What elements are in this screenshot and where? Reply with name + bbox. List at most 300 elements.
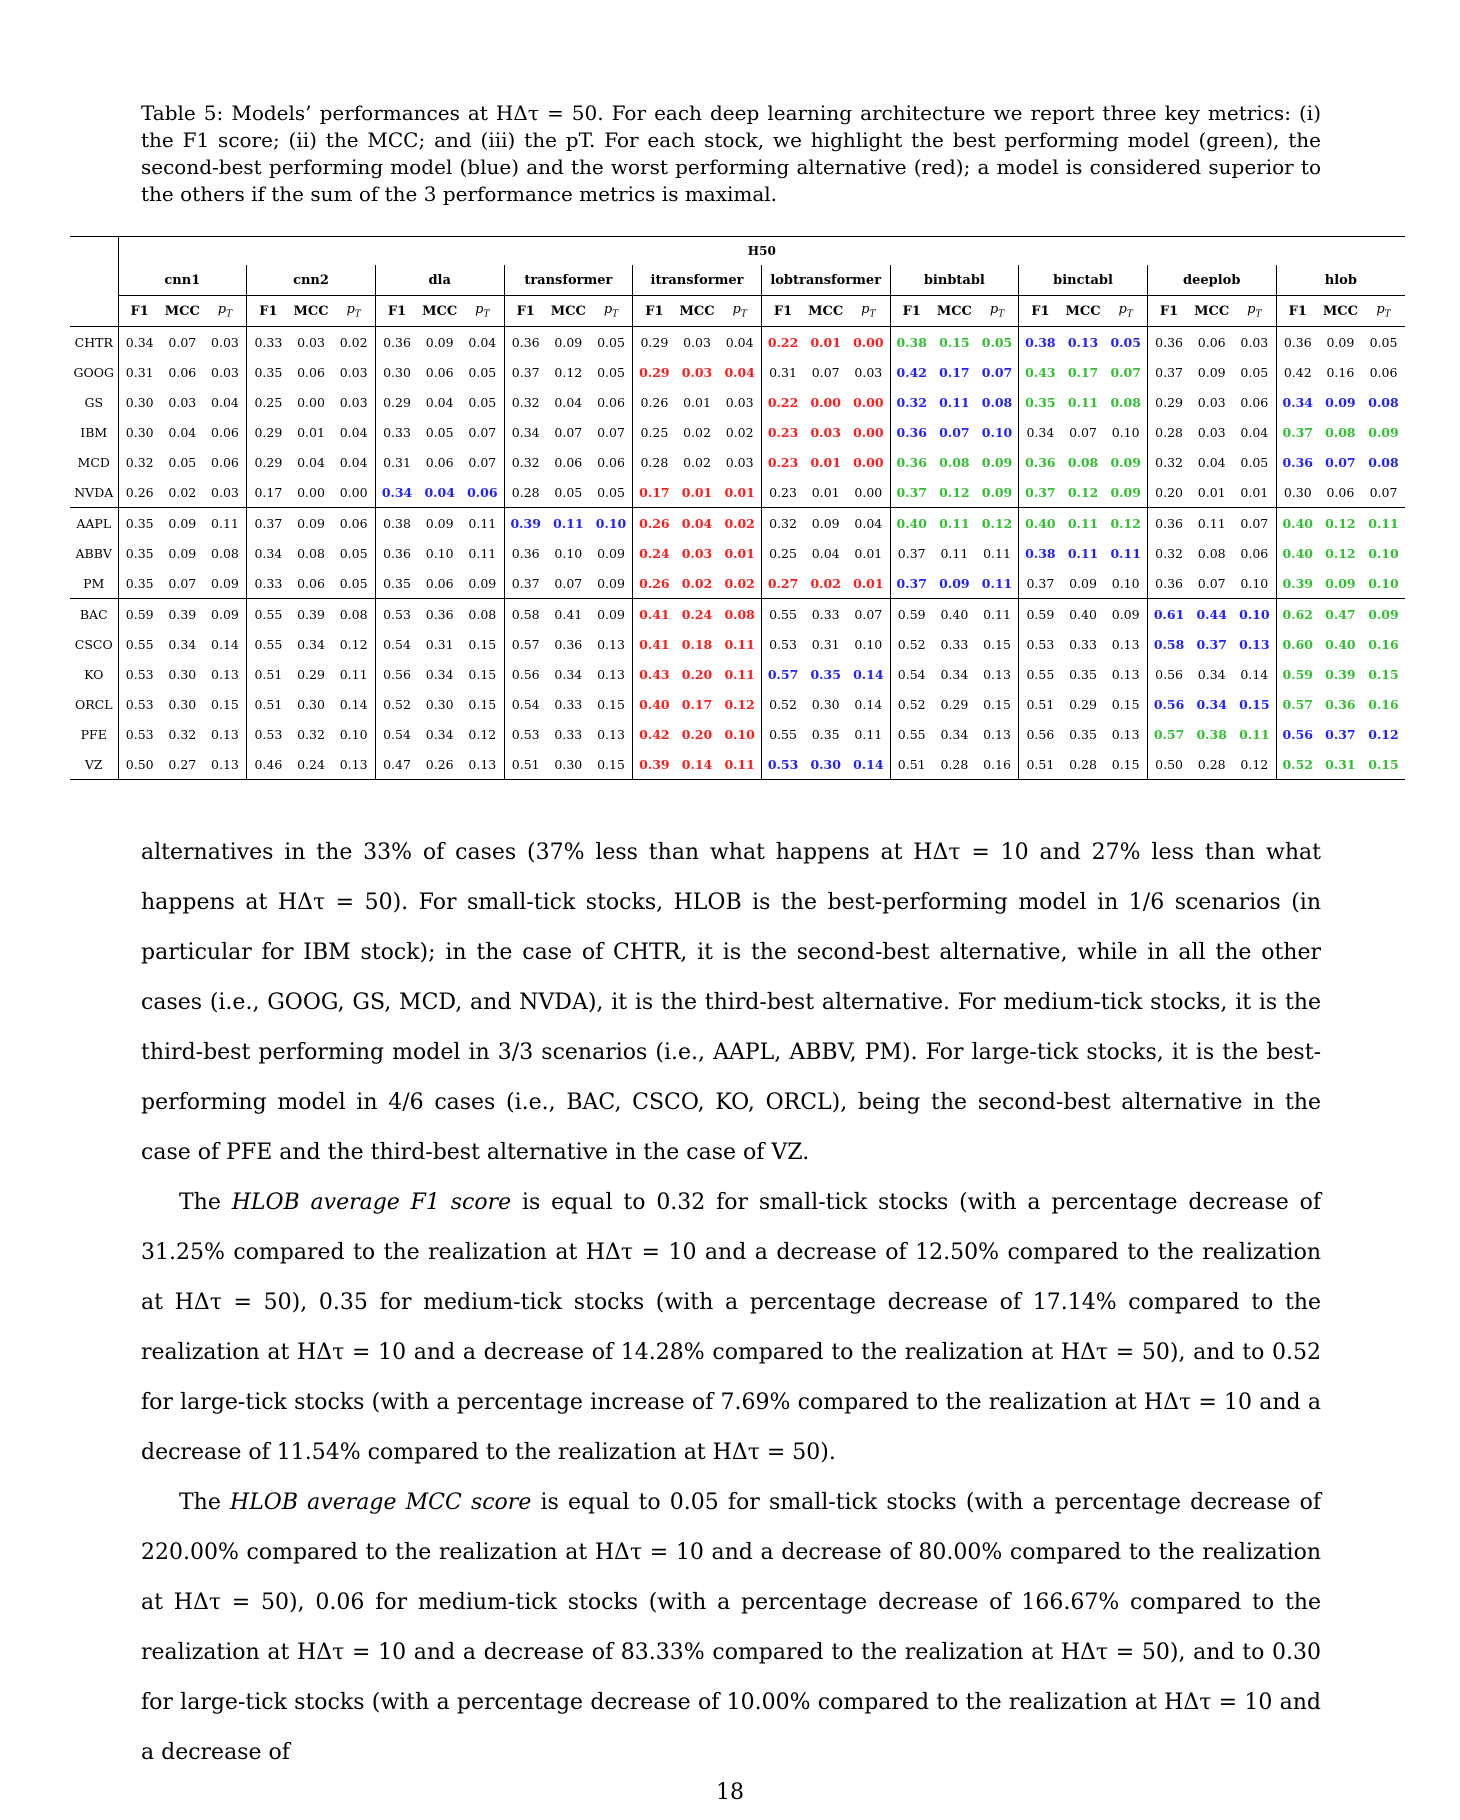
cell-lobtransformer-mcc: 0.03 <box>810 424 841 440</box>
cell-hlob-f1: 0.40 <box>1282 545 1313 561</box>
cell-dla-f1: 0.36 <box>383 545 411 561</box>
cell-hlob-f1: 0.57 <box>1282 696 1313 712</box>
cell-itransformer-mcc: 0.20 <box>681 726 713 742</box>
cell-binbtabl-mcc: 0.34 <box>940 726 969 742</box>
metric-header-mcc: MCC <box>1319 296 1362 327</box>
cell-deeplob-pt: 0.15 <box>1233 689 1276 719</box>
cell-cnn1-mcc: 0.07 <box>168 334 197 350</box>
cell-cnn2-f1: 0.34 <box>254 545 283 561</box>
cell-binbtabl-pt: 0.07 <box>976 357 1019 387</box>
stock-label: VZ <box>70 749 118 780</box>
cell-deeplob-mcc: 0.08 <box>1197 545 1226 561</box>
cell-binbtabl-f1: 0.51 <box>890 749 933 780</box>
cell-transformer-f1: 0.54 <box>511 696 540 712</box>
table-row <box>70 538 1405 568</box>
cell-dla-f1: 0.34 <box>381 484 413 500</box>
cell-hlob-mcc: 0.09 <box>1325 394 1356 410</box>
metric-header-mcc: MCC <box>676 296 719 327</box>
cell-itransformer-f1: 0.40 <box>639 696 670 712</box>
cell-cnn1-pt: 0.03 <box>204 477 247 508</box>
cell-binctabl-f1: 0.38 <box>1025 334 1056 350</box>
metric-header-mcc: MCC <box>933 296 976 327</box>
metric-header-pt: $p_T$ <box>332 296 375 327</box>
cell-binctabl-f1: 0.43 <box>1025 364 1056 380</box>
cell-cnn2-f1: 0.46 <box>247 749 290 780</box>
stock-label: PM <box>70 568 118 599</box>
cell-deeplob-pt: 0.14 <box>1233 659 1276 689</box>
cell-cnn2-f1: 0.17 <box>254 484 283 500</box>
metric-header-pt: $p_T$ <box>204 296 247 327</box>
cell-deeplob-pt: 0.04 <box>1233 417 1276 447</box>
cell-transformer-f1: 0.39 <box>504 508 547 539</box>
cell-cnn2-mcc: 0.01 <box>297 424 325 440</box>
cell-dla-f1: 0.31 <box>383 454 411 470</box>
stock-label: AAPL <box>70 508 118 539</box>
cell-cnn1-pt: 0.03 <box>204 327 247 358</box>
cell-lobtransformer-pt: 0.00 <box>847 327 890 358</box>
cell-deeplob-f1: 0.32 <box>1155 454 1183 470</box>
metric-header-f1: F1 <box>504 296 547 327</box>
cell-deeplob-mcc: 0.03 <box>1197 394 1226 410</box>
cell-itransformer-f1: 0.25 <box>640 424 669 440</box>
stock-label: ABBV <box>70 538 118 568</box>
cell-binctabl-f1: 0.38 <box>1025 545 1056 561</box>
table-row <box>70 629 1405 659</box>
cell-lobtransformer-mcc: 0.31 <box>811 636 840 652</box>
cell-binbtabl-mcc: 0.11 <box>939 394 970 410</box>
cell-cnn1-f1: 0.55 <box>125 636 154 652</box>
results-table-wrapper <box>70 236 1405 780</box>
cell-itransformer-f1: 0.24 <box>639 545 670 561</box>
cell-deeplob-mcc: 0.37 <box>1196 636 1227 652</box>
cell-transformer-pt: 0.10 <box>590 508 633 539</box>
cell-cnn1-f1: 0.50 <box>118 749 161 780</box>
cell-deeplob-f1: 0.28 <box>1155 424 1183 440</box>
cell-binctabl-f1: 0.35 <box>1025 394 1056 410</box>
cell-dla-mcc: 0.36 <box>418 599 461 630</box>
metric-header-f1: F1 <box>633 296 676 327</box>
cell-dla-f1: 0.33 <box>383 424 411 440</box>
cell-dla-mcc: 0.06 <box>425 575 454 591</box>
page-number: 18 <box>716 1780 744 1805</box>
cell-hlob-f1: 0.62 <box>1276 599 1319 630</box>
cell-cnn2-mcc: 0.08 <box>297 545 325 561</box>
cell-dla-pt: 0.06 <box>461 477 504 508</box>
cell-cnn2-f1: 0.33 <box>254 575 283 591</box>
cell-deeplob-pt: 0.10 <box>1233 568 1276 599</box>
cell-cnn2-f1: 0.35 <box>254 364 283 380</box>
cell-cnn2-pt: 0.03 <box>332 357 375 387</box>
cell-hlob-mcc: 0.09 <box>1326 334 1355 350</box>
cell-hlob-mcc: 0.12 <box>1319 508 1362 539</box>
cell-itransformer-f1: 0.28 <box>640 454 669 470</box>
cell-dla-pt: 0.11 <box>461 538 504 568</box>
cell-binctabl-f1: 0.34 <box>1026 424 1055 440</box>
cell-dla-mcc: 0.09 <box>418 508 461 539</box>
cell-binctabl-pt: 0.15 <box>1104 689 1147 719</box>
cell-binbtabl-mcc: 0.09 <box>939 575 970 591</box>
stock-label: GOOG <box>70 357 118 387</box>
cell-transformer-mcc: 0.41 <box>547 599 590 630</box>
cell-binctabl-mcc: 0.11 <box>1062 508 1105 539</box>
cell-itransformer-mcc: 0.24 <box>676 599 719 630</box>
cell-dla-pt: 0.12 <box>461 719 504 749</box>
cell-dla-mcc: 0.06 <box>425 454 454 470</box>
stock-label: CSCO <box>70 629 118 659</box>
cell-hlob-mcc: 0.36 <box>1325 696 1356 712</box>
cell-binbtabl-pt: 0.11 <box>976 538 1019 568</box>
cell-transformer-pt: 0.09 <box>590 568 633 599</box>
cell-itransformer-pt: 0.04 <box>718 357 761 387</box>
cell-lobtransformer-f1: 0.55 <box>761 599 804 630</box>
cell-binbtabl-pt: 0.16 <box>976 749 1019 780</box>
cell-dla-pt: 0.07 <box>461 417 504 447</box>
cell-hlob-pt: 0.06 <box>1369 364 1398 380</box>
cell-binbtabl-pt: 0.11 <box>976 568 1019 599</box>
table-row <box>70 719 1405 749</box>
cell-hlob-pt: 0.11 <box>1362 508 1405 539</box>
cell-lobtransformer-f1: 0.55 <box>769 726 797 742</box>
cell-binbtabl-f1: 0.36 <box>896 424 927 440</box>
cell-cnn1-f1: 0.31 <box>125 364 154 380</box>
cell-deeplob-mcc: 0.34 <box>1197 666 1226 682</box>
cell-hlob-pt: 0.09 <box>1368 424 1399 440</box>
cell-binbtabl-pt: 0.15 <box>976 689 1019 719</box>
cell-binbtabl-f1: 0.52 <box>897 696 926 712</box>
cell-dla-f1: 0.54 <box>383 726 411 742</box>
cell-cnn2-mcc: 0.39 <box>290 599 333 630</box>
metric-header-pt: $p_T$ <box>590 296 633 327</box>
cell-deeplob-pt: 0.06 <box>1233 538 1276 568</box>
cell-cnn2-pt: 0.05 <box>332 568 375 599</box>
cell-lobtransformer-f1: 0.53 <box>769 636 797 652</box>
cell-cnn2-pt: 0.04 <box>332 447 375 477</box>
cell-dla-f1: 0.38 <box>375 508 418 539</box>
cell-deeplob-mcc: 0.04 <box>1197 454 1226 470</box>
cell-binctabl-mcc: 0.12 <box>1067 484 1099 500</box>
cell-deeplob-pt: 0.06 <box>1233 387 1276 417</box>
cell-itransformer-f1: 0.26 <box>640 394 669 410</box>
metric-header-f1: F1 <box>1019 296 1062 327</box>
metric-header-mcc: MCC <box>804 296 847 327</box>
cell-binctabl-f1: 0.37 <box>1026 575 1055 591</box>
cell-deeplob-f1: 0.56 <box>1155 666 1183 682</box>
stock-label: NVDA <box>70 477 118 508</box>
cell-dla-pt: 0.11 <box>461 508 504 539</box>
cell-binctabl-pt: 0.10 <box>1104 568 1147 599</box>
cell-cnn2-mcc: 0.34 <box>297 636 325 652</box>
cell-deeplob-f1: 0.36 <box>1147 508 1190 539</box>
cell-dla-mcc: 0.34 <box>425 726 454 742</box>
cell-hlob-pt: 0.05 <box>1369 334 1398 350</box>
cell-itransformer-mcc: 0.03 <box>681 364 713 380</box>
model-header-dla: dla <box>375 265 504 296</box>
cell-cnn2-f1: 0.53 <box>254 726 283 742</box>
cell-itransformer-mcc: 0.03 <box>683 334 711 350</box>
cell-dla-f1: 0.56 <box>383 666 411 682</box>
cell-cnn2-f1: 0.29 <box>254 454 283 470</box>
cell-deeplob-f1: 0.56 <box>1153 696 1185 712</box>
cell-binctabl-mcc: 0.09 <box>1069 575 1097 591</box>
cell-transformer-pt: 0.13 <box>590 659 633 689</box>
cell-itransformer-pt: 0.01 <box>718 477 761 508</box>
cell-binbtabl-f1: 0.59 <box>890 599 933 630</box>
cell-hlob-mcc: 0.39 <box>1325 666 1356 682</box>
cell-lobtransformer-pt: 0.01 <box>847 538 890 568</box>
cell-binbtabl-f1: 0.36 <box>896 454 927 470</box>
metric-header-mcc: MCC <box>418 296 461 327</box>
cell-binbtabl-mcc: 0.11 <box>940 545 969 561</box>
cell-itransformer-f1: 0.26 <box>633 508 676 539</box>
cell-binctabl-f1: 0.55 <box>1026 666 1055 682</box>
cell-deeplob-pt: 0.13 <box>1233 629 1276 659</box>
cell-binbtabl-pt: 0.11 <box>976 599 1019 630</box>
cell-itransformer-f1: 0.29 <box>639 364 670 380</box>
cell-lobtransformer-f1: 0.32 <box>761 508 804 539</box>
cell-deeplob-f1: 0.20 <box>1155 484 1183 500</box>
cell-transformer-mcc: 0.07 <box>554 424 583 440</box>
cell-transformer-mcc: 0.33 <box>554 726 583 742</box>
cell-lobtransformer-mcc: 0.07 <box>811 364 840 380</box>
cell-binctabl-pt: 0.09 <box>1104 447 1147 477</box>
cell-cnn2-f1: 0.51 <box>254 666 283 682</box>
metric-header-f1: F1 <box>1276 296 1319 327</box>
cell-transformer-mcc: 0.33 <box>554 696 583 712</box>
cell-dla-mcc: 0.26 <box>418 749 461 780</box>
cell-binbtabl-f1: 0.52 <box>897 636 926 652</box>
cell-cnn1-mcc: 0.30 <box>168 666 197 682</box>
cell-transformer-mcc: 0.10 <box>554 545 583 561</box>
cell-cnn2-f1: 0.55 <box>247 599 290 630</box>
cell-lobtransformer-pt: 0.00 <box>847 417 890 447</box>
cell-hlob-f1: 0.37 <box>1282 424 1313 440</box>
cell-itransformer-f1: 0.39 <box>633 749 676 780</box>
cell-binctabl-pt: 0.10 <box>1104 417 1147 447</box>
table-caption: Table 5: Models’ performances at HΔτ = 50. For each deep learning architecture we report three key metrics: (i) the F1 score; (ii) the MCC; and (iii) the pT. For each stock, we highlight the best performing model (green), the second-best performing model (blue) and the worst performing alternative (red); a model is considered superior to the others if the sum of the 3 performance metrics is maximal. <box>141 101 1321 206</box>
cell-deeplob-mcc: 0.01 <box>1197 484 1226 500</box>
cell-hlob-pt: 0.08 <box>1368 394 1399 410</box>
cell-deeplob-mcc: 0.11 <box>1190 508 1233 539</box>
cell-binctabl-pt: 0.12 <box>1104 508 1147 539</box>
paragraph-1: alternatives in the 33% of cases (37% less than what happens at HΔτ = 10 and 27% less than what happens at HΔτ = 50). For small-tick stocks, HLOB is the best-performing model in 1/6 scenarios (in particular for IBM stock); in the case of CHTR, it is the second-best alternative, while in all the other cases (i.e., GOOG, GS, MCD, and NVDA), it is the third-best alternative. For medium-tick stocks, it is the third-best performing model in 3/3 scenarios (i.e., AAPL, ABBV, PM). For large-tick stocks, it is the best-performing model in 4/6 cases (i.e., BAC, CSCO, KO, ORCL), being the second-best alternative in the case of PFE and the third-best alternative in the case of VZ. <box>141 840 1321 1165</box>
cell-lobtransformer-mcc: 0.00 <box>810 394 841 410</box>
cell-cnn2-pt: 0.13 <box>332 749 375 780</box>
cell-dla-pt: 0.07 <box>461 447 504 477</box>
cell-transformer-mcc: 0.34 <box>554 666 583 682</box>
cell-cnn1-mcc: 0.34 <box>168 636 197 652</box>
cell-hlob-mcc: 0.16 <box>1326 364 1355 380</box>
cell-transformer-f1: 0.53 <box>511 726 540 742</box>
metric-header-mcc: MCC <box>290 296 333 327</box>
cell-hlob-f1: 0.36 <box>1283 334 1312 350</box>
cell-lobtransformer-pt: 0.00 <box>847 387 890 417</box>
cell-deeplob-f1: 0.36 <box>1155 575 1183 591</box>
cell-cnn1-mcc: 0.07 <box>168 575 197 591</box>
cell-deeplob-pt: 0.05 <box>1233 447 1276 477</box>
table-row <box>70 689 1405 719</box>
cell-lobtransformer-f1: 0.23 <box>769 484 797 500</box>
cell-cnn2-mcc: 0.09 <box>290 508 333 539</box>
body-text <box>141 828 1321 1778</box>
cell-itransformer-f1: 0.41 <box>639 636 670 652</box>
cell-deeplob-pt: 0.10 <box>1233 599 1276 630</box>
metric-header-f1: F1 <box>247 296 290 327</box>
cell-lobtransformer-mcc: 0.35 <box>811 726 840 742</box>
stock-label: IBM <box>70 417 118 447</box>
model-header-cnn2: cnn2 <box>247 265 376 296</box>
cell-dla-f1: 0.54 <box>383 636 411 652</box>
cell-binctabl-mcc: 0.07 <box>1069 424 1097 440</box>
cell-cnn1-f1: 0.53 <box>125 726 154 742</box>
cell-binctabl-mcc: 0.17 <box>1067 364 1099 380</box>
cell-deeplob-f1: 0.36 <box>1155 334 1183 350</box>
cell-cnn1-mcc: 0.06 <box>168 364 197 380</box>
cell-lobtransformer-pt: 0.07 <box>847 599 890 630</box>
cell-dla-f1: 0.35 <box>383 575 411 591</box>
cell-cnn1-pt: 0.09 <box>204 568 247 599</box>
cell-itransformer-pt: 0.11 <box>718 749 761 780</box>
cell-binbtabl-mcc: 0.40 <box>933 599 976 630</box>
cell-binbtabl-mcc: 0.12 <box>939 484 970 500</box>
cell-cnn1-pt: 0.13 <box>204 749 247 780</box>
cell-binbtabl-mcc: 0.15 <box>939 334 970 350</box>
cell-binbtabl-pt: 0.10 <box>976 417 1019 447</box>
cell-lobtransformer-pt: 0.14 <box>847 689 890 719</box>
cell-binctabl-f1: 0.36 <box>1025 454 1056 470</box>
cell-binbtabl-mcc: 0.28 <box>933 749 976 780</box>
cell-lobtransformer-pt: 0.14 <box>847 659 890 689</box>
cell-hlob-mcc: 0.47 <box>1319 599 1362 630</box>
cell-deeplob-f1: 0.57 <box>1153 726 1185 742</box>
cell-hlob-f1: 0.42 <box>1283 364 1312 380</box>
cell-binbtabl-pt: 0.12 <box>976 508 1019 539</box>
cell-cnn2-f1: 0.33 <box>254 334 283 350</box>
cell-transformer-mcc: 0.12 <box>554 364 583 380</box>
stock-label: CHTR <box>70 327 118 358</box>
cell-binctabl-f1: 0.51 <box>1019 749 1062 780</box>
cell-deeplob-f1: 0.50 <box>1147 749 1190 780</box>
cell-cnn2-mcc: 0.00 <box>297 484 325 500</box>
cell-cnn1-mcc: 0.27 <box>161 749 204 780</box>
cell-deeplob-mcc: 0.28 <box>1190 749 1233 780</box>
cell-cnn1-f1: 0.35 <box>125 575 154 591</box>
cell-binctabl-pt: 0.07 <box>1104 357 1147 387</box>
cell-lobtransformer-pt: 0.14 <box>847 749 890 780</box>
cell-hlob-pt: 0.15 <box>1362 749 1405 780</box>
results-table <box>70 236 1405 780</box>
table-row <box>70 417 1405 447</box>
cell-itransformer-f1: 0.42 <box>639 726 670 742</box>
cell-binbtabl-mcc: 0.07 <box>939 424 970 440</box>
cell-cnn2-f1: 0.37 <box>247 508 290 539</box>
cell-binbtabl-pt: 0.09 <box>976 447 1019 477</box>
cell-lobtransformer-pt: 0.04 <box>847 508 890 539</box>
cell-transformer-mcc: 0.09 <box>554 334 583 350</box>
cell-lobtransformer-mcc: 0.04 <box>811 545 840 561</box>
stock-label: GS <box>70 387 118 417</box>
cell-hlob-f1: 0.60 <box>1282 636 1313 652</box>
cell-itransformer-pt: 0.02 <box>718 568 761 599</box>
cell-dla-pt: 0.15 <box>461 629 504 659</box>
cell-itransformer-mcc: 0.03 <box>681 545 713 561</box>
cell-deeplob-pt: 0.01 <box>1233 477 1276 508</box>
cell-transformer-pt: 0.15 <box>590 749 633 780</box>
cell-itransformer-mcc: 0.02 <box>683 424 711 440</box>
metric-header-f1: F1 <box>118 296 161 327</box>
cell-lobtransformer-f1: 0.22 <box>767 394 799 410</box>
stock-label: PFE <box>70 719 118 749</box>
cell-lobtransformer-mcc: 0.02 <box>810 575 841 591</box>
cell-cnn1-f1: 0.32 <box>125 454 154 470</box>
cell-binctabl-pt: 0.13 <box>1104 719 1147 749</box>
cell-binctabl-mcc: 0.11 <box>1067 394 1099 410</box>
cell-cnn2-mcc: 0.03 <box>297 334 325 350</box>
cell-dla-pt: 0.15 <box>461 659 504 689</box>
cell-transformer-f1: 0.37 <box>511 364 540 380</box>
cell-lobtransformer-mcc: 0.30 <box>811 696 840 712</box>
cell-cnn2-pt: 0.10 <box>332 719 375 749</box>
cell-transformer-f1: 0.34 <box>511 424 540 440</box>
cell-dla-pt: 0.13 <box>461 749 504 780</box>
cell-lobtransformer-f1: 0.23 <box>767 424 799 440</box>
cell-dla-mcc: 0.30 <box>425 696 454 712</box>
cell-binctabl-f1: 0.59 <box>1019 599 1062 630</box>
table-row <box>70 357 1405 387</box>
cell-binbtabl-f1: 0.42 <box>896 364 927 380</box>
metric-header-pt: $p_T$ <box>718 296 761 327</box>
cell-deeplob-mcc: 0.34 <box>1196 696 1227 712</box>
cell-cnn1-mcc: 0.04 <box>168 424 197 440</box>
cell-cnn1-mcc: 0.02 <box>168 484 197 500</box>
cell-itransformer-mcc: 0.17 <box>681 696 713 712</box>
cell-transformer-pt: 0.07 <box>590 417 633 447</box>
cell-cnn1-mcc: 0.03 <box>168 394 197 410</box>
cell-binbtabl-mcc: 0.17 <box>939 364 970 380</box>
cell-cnn1-mcc: 0.39 <box>161 599 204 630</box>
cell-binbtabl-mcc: 0.11 <box>933 508 976 539</box>
cell-itransformer-pt: 0.11 <box>718 629 761 659</box>
cell-binctabl-mcc: 0.13 <box>1067 334 1099 350</box>
cell-binbtabl-mcc: 0.08 <box>939 454 970 470</box>
metric-header-f1: F1 <box>375 296 418 327</box>
cell-itransformer-pt: 0.08 <box>718 599 761 630</box>
cell-transformer-f1: 0.57 <box>511 636 540 652</box>
cell-binctabl-f1: 0.56 <box>1026 726 1055 742</box>
cell-hlob-f1: 0.30 <box>1283 484 1312 500</box>
cell-hlob-mcc: 0.37 <box>1325 726 1356 742</box>
stock-label: KO <box>70 659 118 689</box>
cell-binctabl-mcc: 0.35 <box>1069 726 1097 742</box>
cell-hlob-mcc: 0.06 <box>1326 484 1355 500</box>
cell-itransformer-f1: 0.29 <box>640 334 669 350</box>
metric-header-f1: F1 <box>761 296 804 327</box>
cell-cnn1-f1: 0.34 <box>125 334 154 350</box>
cell-binctabl-pt: 0.05 <box>1104 327 1147 358</box>
cell-binctabl-pt: 0.09 <box>1104 477 1147 508</box>
cell-binctabl-mcc: 0.08 <box>1067 454 1099 470</box>
model-header-deeplob: deeplob <box>1147 265 1276 296</box>
cell-cnn1-f1: 0.26 <box>125 484 154 500</box>
cell-hlob-mcc: 0.07 <box>1325 454 1356 470</box>
cell-transformer-mcc: 0.06 <box>554 454 583 470</box>
cell-cnn2-f1: 0.51 <box>254 696 283 712</box>
cell-lobtransformer-f1: 0.25 <box>769 545 797 561</box>
cell-itransformer-pt: 0.11 <box>718 659 761 689</box>
cell-itransformer-mcc: 0.01 <box>683 394 711 410</box>
cell-binbtabl-mcc: 0.33 <box>940 636 969 652</box>
cell-itransformer-f1: 0.26 <box>639 575 670 591</box>
cell-deeplob-mcc: 0.03 <box>1197 424 1226 440</box>
